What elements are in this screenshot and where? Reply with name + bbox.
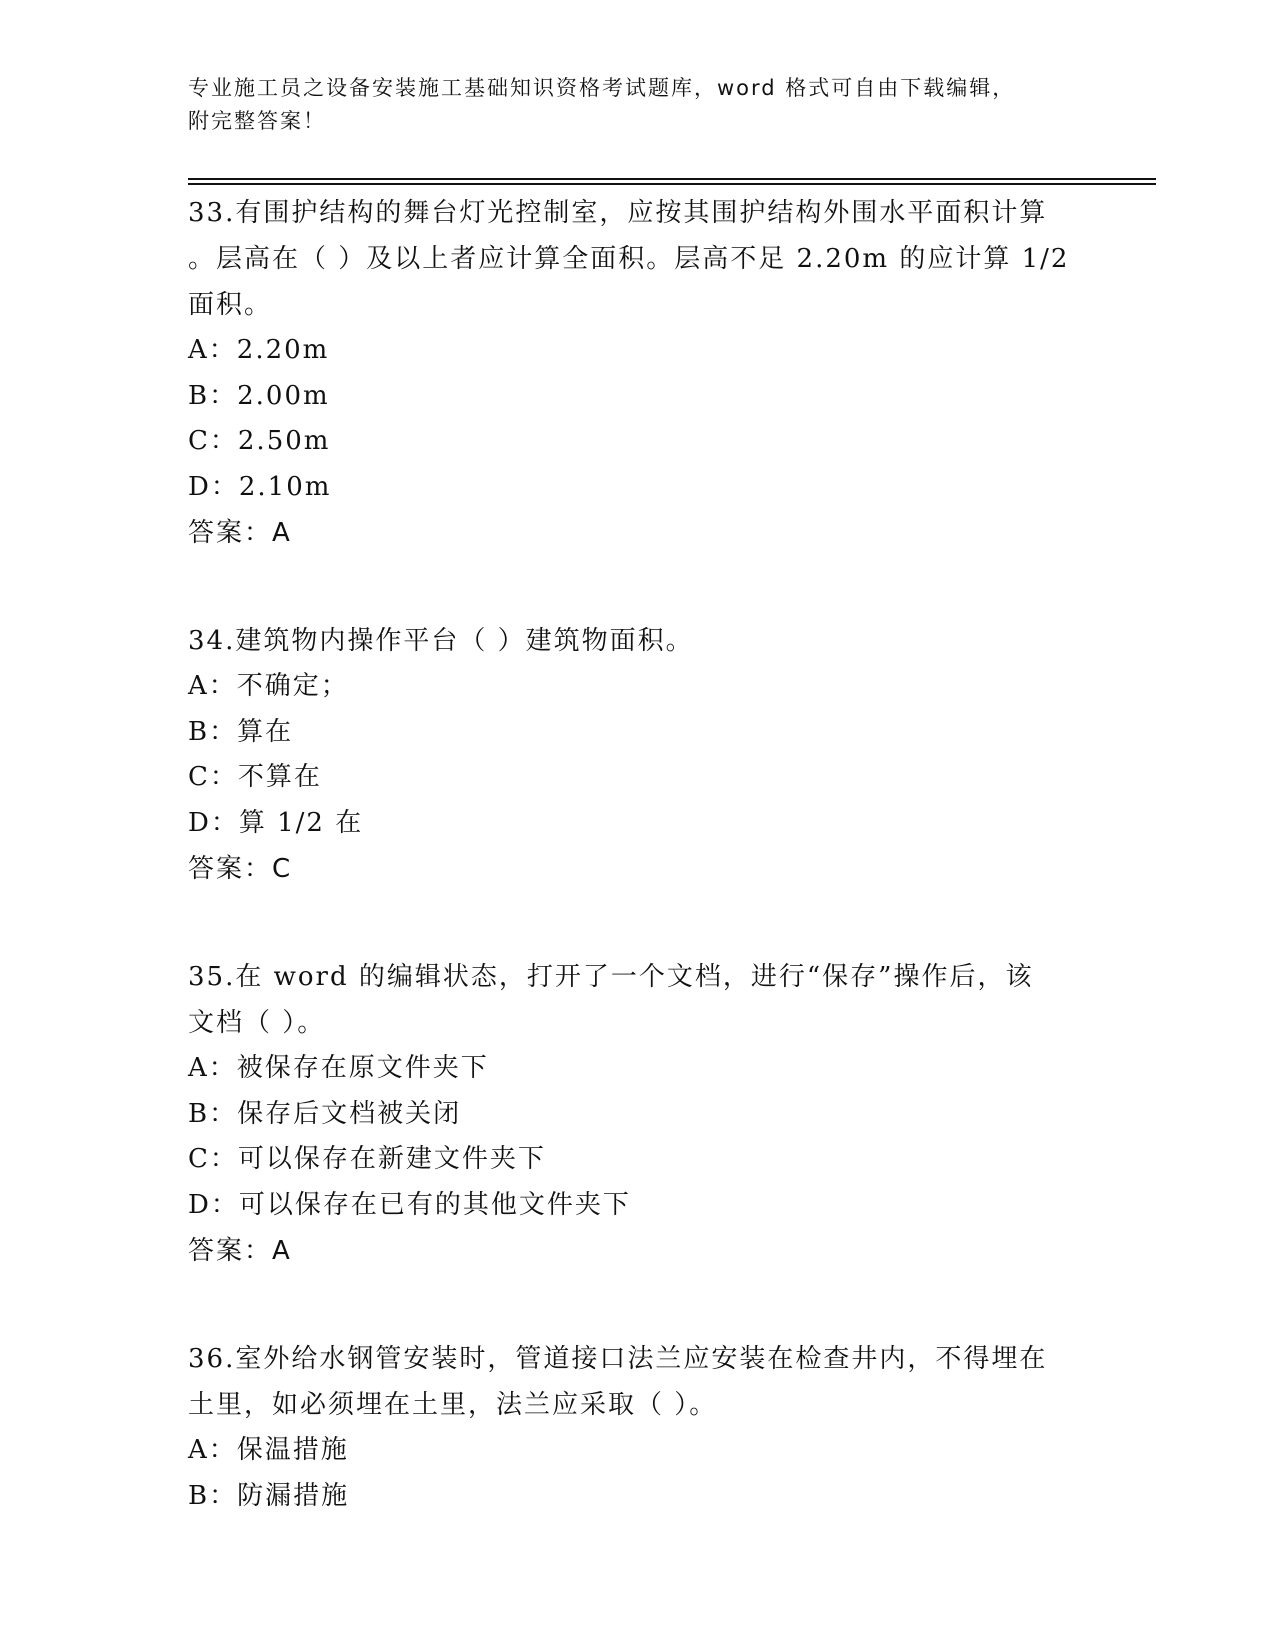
- question-text-line: 35.在 word 的编辑状态，打开了一个文档，进行“保存”操作后，该: [188, 962, 1034, 992]
- option-a: A：被保存在原文件夹下: [188, 1053, 489, 1083]
- question-text-line: 33.有围护结构的舞台灯光控制室，应按其围护结构外围水平面积计算: [188, 198, 1048, 228]
- header-divider-bottom: [188, 183, 1156, 185]
- question-text-line: 文档（ ）。: [188, 1008, 326, 1038]
- question-block: [188, 954, 1088, 1274]
- option-a: A：2.20m: [188, 335, 330, 365]
- question-text-line: 面积。: [188, 290, 273, 320]
- option-b: B：防漏措施: [188, 1480, 350, 1511]
- option-c: C：可以保存在新建文件夹下: [188, 1144, 546, 1174]
- question-text-line: 土里，如必须埋在土里，法兰应采取（ ）。: [188, 1390, 718, 1420]
- question-block: [188, 190, 1088, 556]
- option-b: B：2.00m: [188, 380, 330, 411]
- option-a: A：不确定；: [188, 671, 349, 701]
- document-header: [188, 72, 1068, 138]
- question-list: [188, 190, 1088, 1581]
- question-text-line: 36.室外给水钢管安装时，管道接口法兰应安装在检查井内，不得埋在: [188, 1344, 1048, 1374]
- option-c: C：不算在: [188, 762, 322, 792]
- answer-line: 答案：A: [188, 1236, 292, 1266]
- option-d: D：可以保存在已有的其他文件夹下: [188, 1189, 631, 1220]
- option-a: A：保温措施: [188, 1435, 349, 1465]
- answer-line: 答案：A: [188, 518, 292, 548]
- answer-line: 答案：C: [188, 854, 293, 884]
- option-d: D：2.10m: [188, 471, 332, 502]
- header-line-2: 附完整答案！: [188, 109, 326, 133]
- question-text-line: 34.建筑物内操作平台（ ）建筑物面积。: [188, 626, 694, 656]
- option-c: C：2.50m: [188, 426, 331, 456]
- header-divider-top: [188, 178, 1156, 180]
- question-block: [188, 1336, 1088, 1519]
- option-d: D：算 1/2 在: [188, 807, 364, 838]
- header-line-1: 专业施工员之设备安装施工基础知识资格考试题库，word 格式可自由下载编辑，: [188, 76, 1016, 100]
- option-b: B：保存后文档被关闭: [188, 1098, 462, 1129]
- option-b: B：算在: [188, 716, 294, 747]
- question-text-line: 。层高在（ ）及以上者应计算全面积。层高不足 2.20m 的应计算 1/2: [188, 244, 1070, 274]
- question-block: [188, 618, 1088, 892]
